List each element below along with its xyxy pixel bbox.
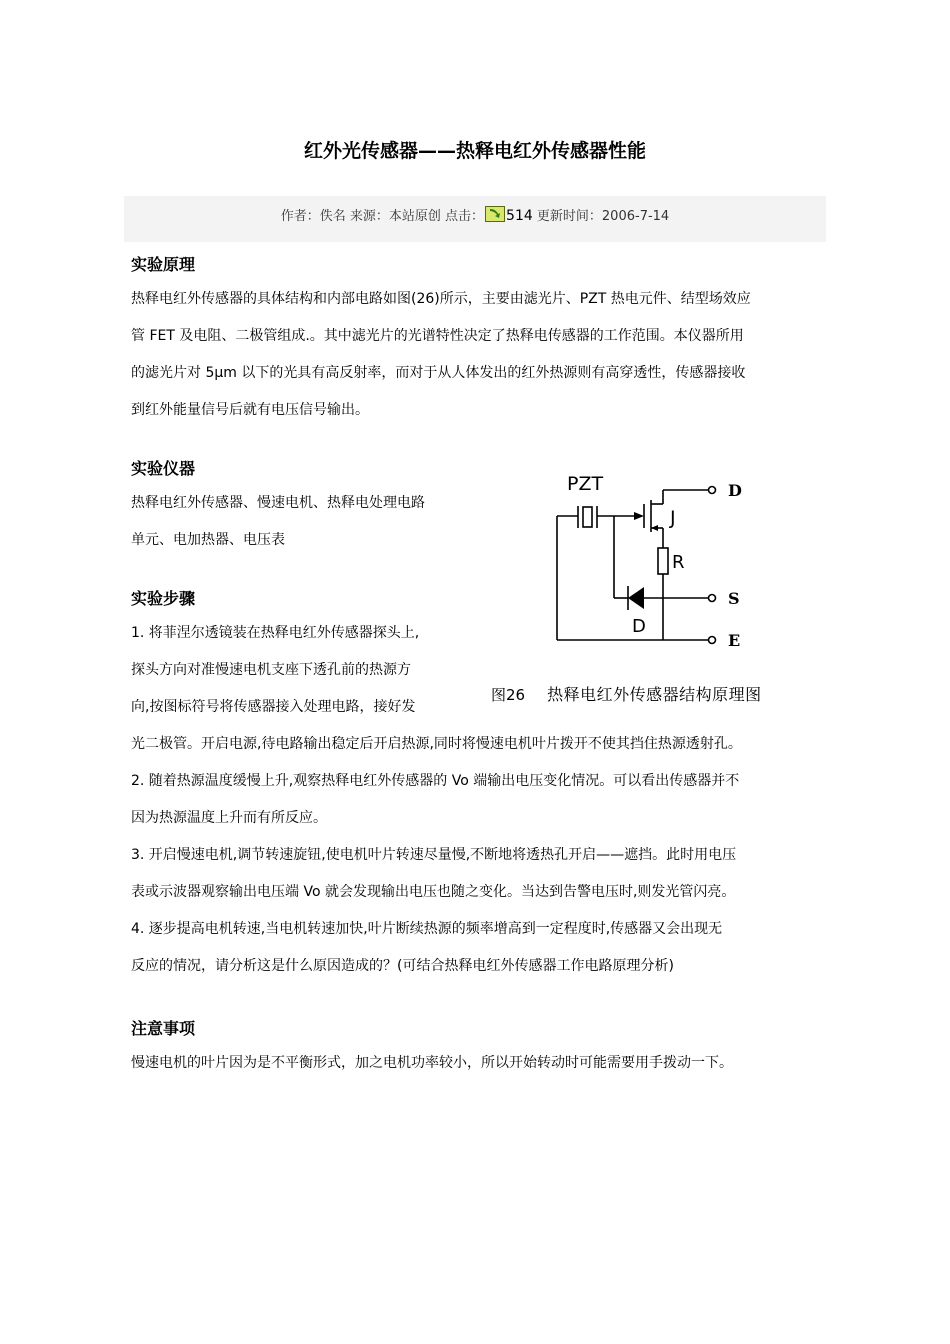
- label-j: J: [670, 507, 676, 529]
- label-out-d: D: [728, 481, 742, 500]
- figure-caption: [491, 682, 762, 705]
- page-title: 红外光传感器——热释电红外传感器性能: [303, 140, 646, 162]
- label-diode-d: D: [632, 616, 646, 637]
- hit-counter-icon: [485, 199, 505, 215]
- text-line: 3. 开启慢速电机,调节转速旋钮,使电机叶片转速尽量慢,不断地将透热孔开启——遮挡。此时用电压: [131, 847, 737, 863]
- section-heading-steps: 实验步骤: [131, 589, 196, 608]
- figure-number: 图26: [491, 686, 526, 704]
- meta-author-source: 作者：佚名 来源：本站原创 点击：: [280, 209, 485, 224]
- gate-arrow: [634, 512, 644, 520]
- circuit-diagram: [548, 470, 768, 660]
- figure-title: 热释电红外传感器结构原理图: [547, 685, 762, 704]
- text-line: 因为热源温度上升而有所反应。: [131, 810, 327, 826]
- notes-paragraph: [131, 1045, 823, 1082]
- principle-paragraph: [131, 281, 823, 429]
- instruments-paragraph: [131, 485, 471, 559]
- text-line: 2. 随着热源温度缓慢上升,观察热释电红外传感器的 Vo 端输出电压变化情况。可以看出传感器并不: [131, 773, 740, 789]
- resistor: [658, 548, 668, 574]
- text-line: 4. 逐步提高电机转速,当电机转速加快,叶片断续热源的频率增高到一定程度时,传感器又会出现无: [131, 921, 723, 937]
- terminal-e: [709, 637, 716, 644]
- steps-paragraph: [131, 726, 823, 985]
- label-r: R: [672, 552, 685, 573]
- text-line: 慢速电机的叶片因为是不平衡形式，加之电机功率较小，所以开始转动时可能需要用手拨动一下。: [131, 1055, 733, 1071]
- section-heading-notes: 注意事项: [131, 1019, 196, 1038]
- pzt-crystal: [583, 507, 592, 527]
- text-line: 的滤光片对 5μm 以下的光具有高反射率，而对于从人体发出的红外热源则有高穿透性，传感器接收: [131, 365, 746, 381]
- text-line: 表或示波器观察输出电压端 Vo 就会发现输出电压也随之变化。当达到告警电压时,则发光管闪亮。: [131, 884, 736, 900]
- meta-updated: 更新时间：2006-7-14: [532, 209, 670, 224]
- terminal-s: [709, 595, 716, 602]
- text-line: 热释电红外传感器、慢速电机、热释电处理电路: [131, 495, 425, 511]
- text-line: 到红外能量信号后就有电压信号输出。: [131, 402, 369, 418]
- label-out-e: E: [728, 631, 741, 650]
- text-line: 单元、电加热器、电压表: [131, 532, 285, 548]
- section-heading-instruments: 实验仪器: [131, 459, 196, 478]
- steps-paragraph-wrapped: [131, 615, 471, 726]
- meta-hit-count: 514: [506, 208, 533, 224]
- diode-triangle: [628, 587, 644, 609]
- label-out-s: S: [728, 589, 740, 608]
- text-line: 向,按图标符号将传感器接入处理电路，接好发: [131, 699, 416, 715]
- article-meta-bar: [124, 196, 826, 242]
- text-line: 热释电红外传感器的具体结构和内部电路如图(26)所示，主要由滤光片、PZT 热电元件、结型场效应: [131, 291, 751, 307]
- text-line: 光二极管。开启电源,待电路输出稳定后开启热源,同时将慢速电机叶片拨开不使其挡住热源透射孔。: [131, 736, 742, 752]
- text-line: 反应的情况，请分析这是什么原因造成的？(可结合热释电红外传感器工作电路原理分析): [131, 958, 674, 974]
- text-line: 1. 将菲涅尔透镜装在热释电红外传感器探头上,: [131, 625, 420, 641]
- text-line: 探头方向对准慢速电机支座下透孔前的热源方: [131, 662, 411, 678]
- terminal-d: [709, 487, 716, 494]
- source-arrow: [651, 525, 658, 531]
- label-pzt: PZT: [567, 473, 604, 495]
- text-line: 管 FET 及电阻、二极管组成.。其中滤光片的光谱特性决定了热释电传感器的工作范围。本仪器所用: [131, 328, 744, 344]
- section-heading-principle: 实验原理: [131, 255, 196, 274]
